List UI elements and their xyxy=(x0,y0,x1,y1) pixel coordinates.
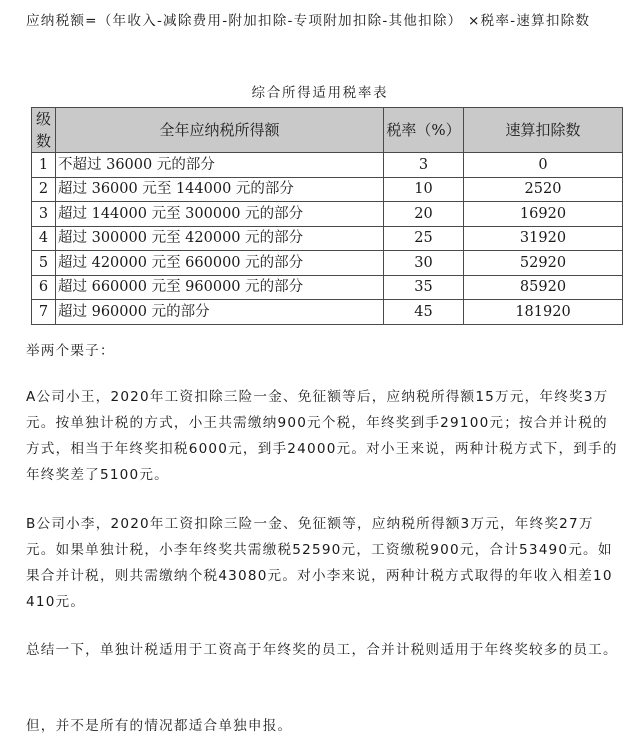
table-row xyxy=(32,226,623,251)
header-level: 级数 xyxy=(32,108,56,153)
cell-rate: 3 xyxy=(384,153,464,178)
example-b-paragraph: B公司小李，2020年工资扣除三险一金、免征额等，应纳税所得额3万元，年终奖27万元。如果单独计税，小李年终奖共需缴税52590元，工资缴税900元，合计53490元。如果合并计税，则共需缴纳个税43080元。对小李来说，两种计税方式取得的年收入相差10410元。 xyxy=(26,516,613,610)
header-income-bracket: 全年应纳税所得额 xyxy=(56,108,384,153)
cell-level: 1 xyxy=(32,153,56,178)
example-a-paragraph: A公司小王，2020年工资扣除三险一金、免征额等后，应纳税所得额15万元，年终奖3万元。按单独计税的方式，小王共需缴纳900元个税，年终奖到手29100元；按合并计税的方式，相当于年终奖扣税6000元，到手24000元。对小王来说，两种计税方式下，到手的年终奖差了5100元。 xyxy=(26,389,618,483)
cell-rate: 45 xyxy=(384,300,464,325)
cell-level: 4 xyxy=(32,226,56,251)
table-header-row xyxy=(32,108,623,153)
table-row xyxy=(32,153,623,178)
table-row xyxy=(32,177,623,202)
cell-level: 7 xyxy=(32,300,56,325)
cell-level: 2 xyxy=(32,177,56,202)
header-rate: 税率（%） xyxy=(384,108,464,153)
cell-rate: 35 xyxy=(384,275,464,300)
cell-level: 5 xyxy=(32,251,56,276)
cell-rate: 20 xyxy=(384,202,464,227)
cell-bracket: 超过 660000 元至 960000 元的部分 xyxy=(56,275,384,300)
cell-deduction: 16920 xyxy=(464,202,623,227)
table-title: 综合所得适用税率表 xyxy=(251,86,389,101)
intro-paragraph: 举两个栗子： xyxy=(26,343,115,359)
cell-deduction: 181920 xyxy=(464,300,623,325)
cell-deduction: 52920 xyxy=(464,251,623,276)
summary-paragraph: 总结一下，单独计税适用于工资高于年终奖的员工，合并计税则适用于年终奖较多的员工。 xyxy=(26,642,618,658)
cell-bracket: 超过 144000 元至 300000 元的部分 xyxy=(56,202,384,227)
cell-level: 6 xyxy=(32,275,56,300)
tax-rate-table xyxy=(31,107,623,325)
cell-deduction: 0 xyxy=(464,153,623,178)
header-quick-deduction: 速算扣除数 xyxy=(464,108,623,153)
tax-formula: 应纳税额=（年收入-减除费用-附加扣除-专项附加扣除-其他扣除） ×税率-速算扣除数 xyxy=(26,13,591,29)
table-row xyxy=(32,275,623,300)
cell-bracket: 超过 420000 元至 660000 元的部分 xyxy=(56,251,384,276)
cell-bracket: 不超过 36000 元的部分 xyxy=(56,153,384,178)
table-row xyxy=(32,202,623,227)
cell-bracket: 超过 300000 元至 420000 元的部分 xyxy=(56,226,384,251)
closing-paragraph: 但，并不是所有的情况都适合单独申报。 xyxy=(26,718,293,734)
cell-rate: 25 xyxy=(384,226,464,251)
cell-bracket: 超过 36000 元至 144000 元的部分 xyxy=(56,177,384,202)
cell-deduction: 85920 xyxy=(464,275,623,300)
cell-level: 3 xyxy=(32,202,56,227)
cell-rate: 10 xyxy=(384,177,464,202)
cell-rate: 30 xyxy=(384,251,464,276)
table-row xyxy=(32,300,623,325)
table-row xyxy=(32,251,623,276)
cell-deduction: 31920 xyxy=(464,226,623,251)
cell-bracket: 超过 960000 元的部分 xyxy=(56,300,384,325)
cell-deduction: 2520 xyxy=(464,177,623,202)
